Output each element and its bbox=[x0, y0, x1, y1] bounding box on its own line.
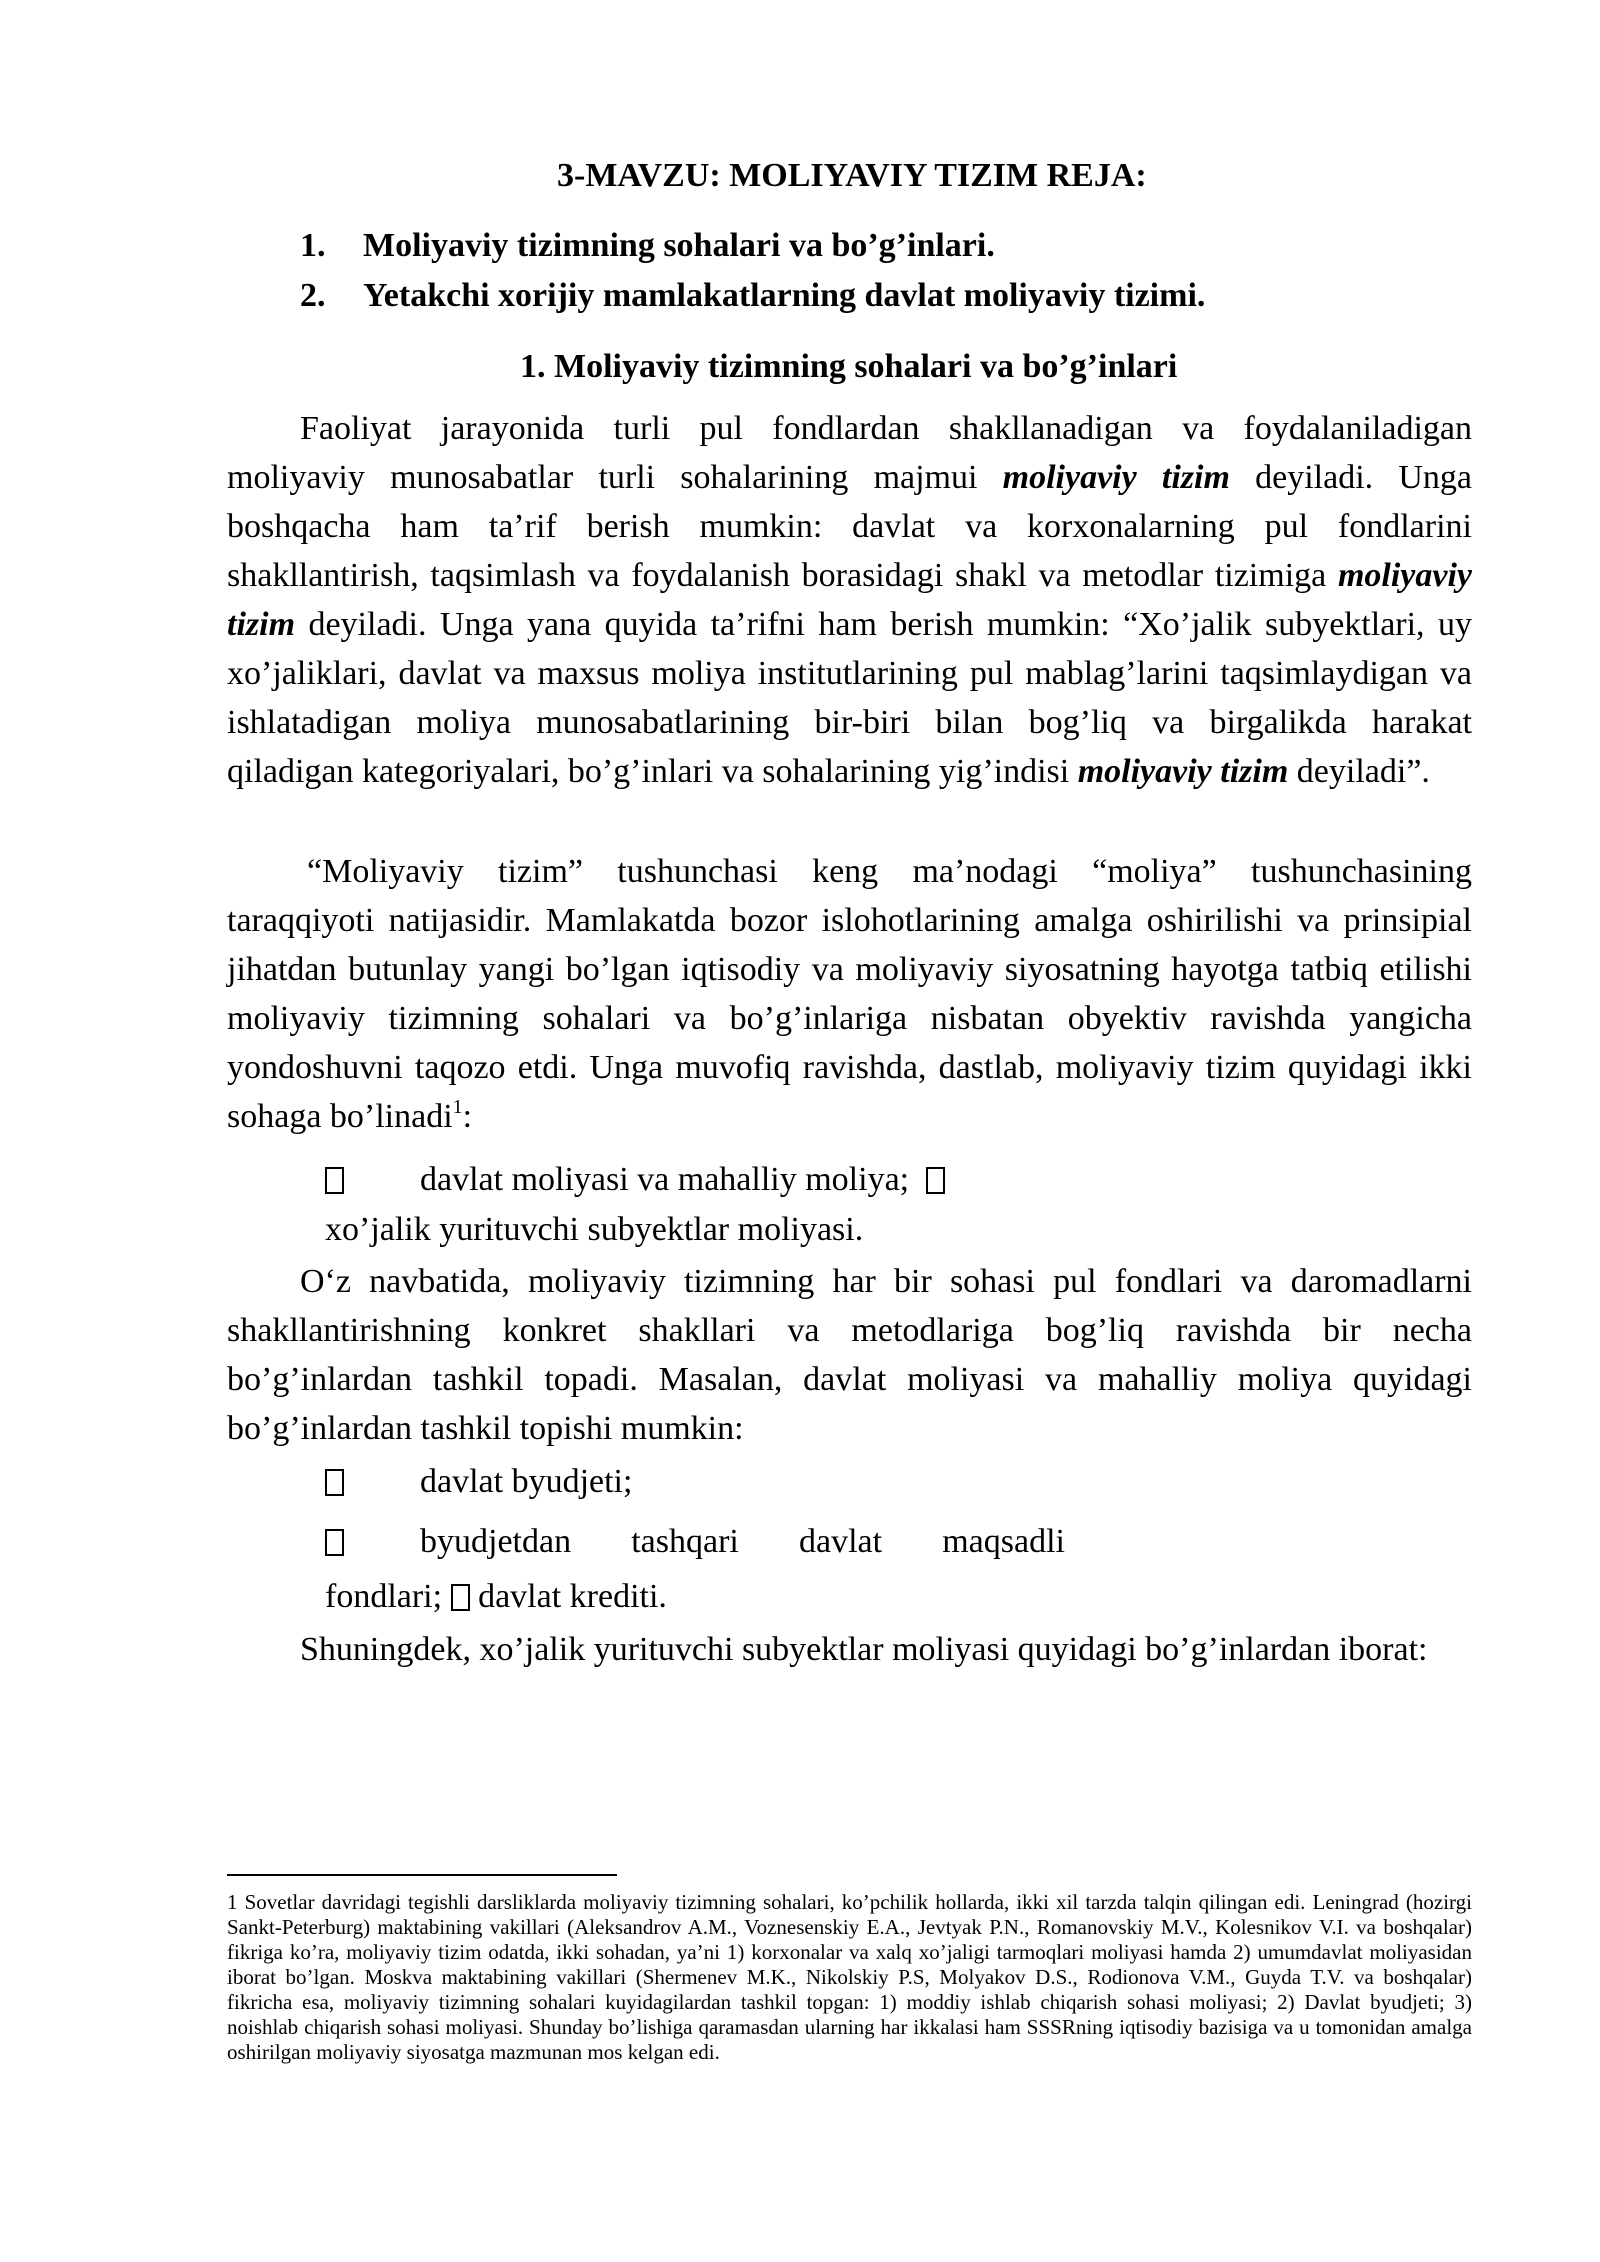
list-item bbox=[325, 1205, 863, 1254]
plan-item bbox=[300, 272, 1205, 322]
paragraph-text: Shuningdek, xo’jalik yurituvchi subyektlar moliyasi quyidagi bo’g’inlardan iborat: bbox=[300, 1631, 1428, 1668]
plan-item-number: 1. bbox=[300, 227, 326, 264]
plan-item bbox=[300, 222, 1205, 272]
list-item-text: davlat byudjeti; bbox=[420, 1463, 633, 1500]
list-item-text: byudjetdan tashqari davlat maqsadli bbox=[420, 1523, 1065, 1560]
term-emphasis: moliyaviy tizim bbox=[227, 557, 1472, 643]
paragraph-text: deyiladi”. bbox=[1288, 753, 1430, 790]
list-item-text: davlat krediti. bbox=[478, 1578, 667, 1615]
paragraph-text: O‘z navbatida, moliyaviy tizimning har bir sohasi pul fondlari va daromadlarni shakllantirishning konkret shakllari va metodlariga bog’liq ravishda bir necha bo’g’inlardan tashkil topadi. Masalan, davlat moliyasi va mahalliy moliya quyidagi bo’g’inlardan tashkil topishi mumkin: bbox=[227, 1263, 1472, 1447]
paragraph-enterprise bbox=[227, 1625, 1495, 1674]
footnote: 1 Sovetlar davridagi tegishli darsliklarda moliyaviy tizimning sohalari, ko’pchilik hollarda, ikki xil tarzda talqin qilingan edi. Leningrad (hozirgi Sankt-Peterburg) maktabining vakillari (Aleksandrov A.M., Voznesenskiy E.A., Jevtyak P.N., Romanovskiy M.V., Kolesnikov V.I. va boshqalar) fikriga ko’ra, moliyaviy tizim odatda, ikki sohadan, ya’ni 1) korxonalar va xalq xo’jaligi tarmoqlari moliyasi hamda 2) umumdavlat moliyasidan iborat bo’lgan. Moskva maktabining vakillari (Shermenev M.K., Nikolskiy P.S, Molyakov D.S., Rodionova V.M., Guyda T.V. va boshqalar) fikricha esa, moliyaviy tizimning sohalari kuyidagilardan tashkil topgan: 1) moddiy ishlab chiqarish sohasi moliyasi; 2) Davlat byudjeti; 3) noishlab chiqarish sohasi moliyasi. Shunday bo’lishiga qaramasdan ularning har ikkalasi ham SSSRning iqtisodiy bazisiga va u tomonidan amalga oshirilgan moliyaviy siyosatga mazmunan mos kelgan edi. bbox=[227, 1890, 1472, 2064]
list-item-text: davlat moliyasi va mahalliy moliya; bbox=[420, 1155, 945, 1204]
list-item bbox=[325, 1457, 633, 1506]
footnote-reference[interactable]: 1 bbox=[452, 1096, 463, 1118]
paragraph-links bbox=[227, 1257, 1472, 1453]
paragraph-text: deyiladi. Unga boshqacha ham ta’rif berish mumkin: davlat va korxonalarning pul fondlarini shakllantirish, taqsimlash va foydalanish borasidagi shakl va metodlar tizimiga bbox=[227, 459, 1473, 594]
plan-item-number: 2. bbox=[300, 277, 326, 314]
list-item-text: fondlari; bbox=[325, 1578, 443, 1615]
paragraph-text: deyiladi. Unga yana quyida ta’rifni ham berish mumkin: “Xo’jalik subyektlari, uy xo’jaliklari, davlat va maxsus moliya institutlarining pul mablag’larini taqsimlaydigan va ishlatadigan moliya munosabatlarining bir-biri bilan bog’liq va birgalikda harakat qiladigan kategoriyalari, bo’g’inlari va sohalarining yig’indisi bbox=[227, 606, 1472, 790]
bullet-glyph-icon bbox=[325, 1529, 344, 1556]
term-emphasis: moliyaviy tizim bbox=[1077, 753, 1289, 790]
paragraph-text: “Moliyaviy tizim” tushunchasi keng ma’nodagi “moliya” tushunchasining taraqqiyoti natijasidir. Mamlakatda bozor islohotlarining amalga oshirilishi va prinsipial jihatdan butunlay yangi bo’lgan iqtisodiy va moliyaviy siyosatning hayotga tatbiq etilishi moliyaviy tizimning sohalari va bo’g’inlariga nisbatan obyektiv ravishda yangicha yondoshuvni taqozo etdi. Unga muvofiq ravishda, dastlab, moliyaviy tizim quyidagi ikki sohaga bo’linadi bbox=[227, 853, 1472, 1135]
section-heading: 1. Moliyaviy tizimning sohalari va bo’g’inlari bbox=[520, 348, 1178, 385]
term-emphasis: moliyaviy tizim bbox=[1002, 459, 1230, 496]
list-item-text: xo’jalik yurituvchi subyektlar moliyasi. bbox=[325, 1211, 864, 1248]
plan-item-text: Moliyaviy tizimning sohalari va bo’g’inlari. bbox=[363, 227, 995, 264]
list-item bbox=[325, 1155, 910, 1204]
bullet-glyph-icon bbox=[325, 1469, 344, 1496]
plan-item-text: Yetakchi xorijiy mamlakatlarning davlat moliyaviy tizimi. bbox=[363, 277, 1206, 314]
bullet-glyph-icon bbox=[451, 1584, 470, 1611]
plan-list bbox=[300, 222, 1205, 322]
page-title: 3-MAVZU: MOLIYAVIY TIZIM REJA: bbox=[557, 157, 1147, 194]
list-item bbox=[325, 1517, 1065, 1566]
list-item bbox=[325, 1572, 667, 1621]
paragraph-text: : bbox=[462, 1098, 473, 1135]
paragraph-concept bbox=[227, 847, 1472, 1141]
bullet-glyph-icon bbox=[325, 1167, 344, 1194]
bullet-glyph-icon bbox=[926, 1167, 945, 1194]
paragraph-definition bbox=[227, 404, 1472, 796]
footnote-separator bbox=[227, 1874, 617, 1876]
paragraph-text: Faoliyat jarayonida turli pul fondlardan shakllanadigan va foydalaniladigan moliyaviy munosabatlar turli sohalarining majmui bbox=[227, 410, 1472, 496]
